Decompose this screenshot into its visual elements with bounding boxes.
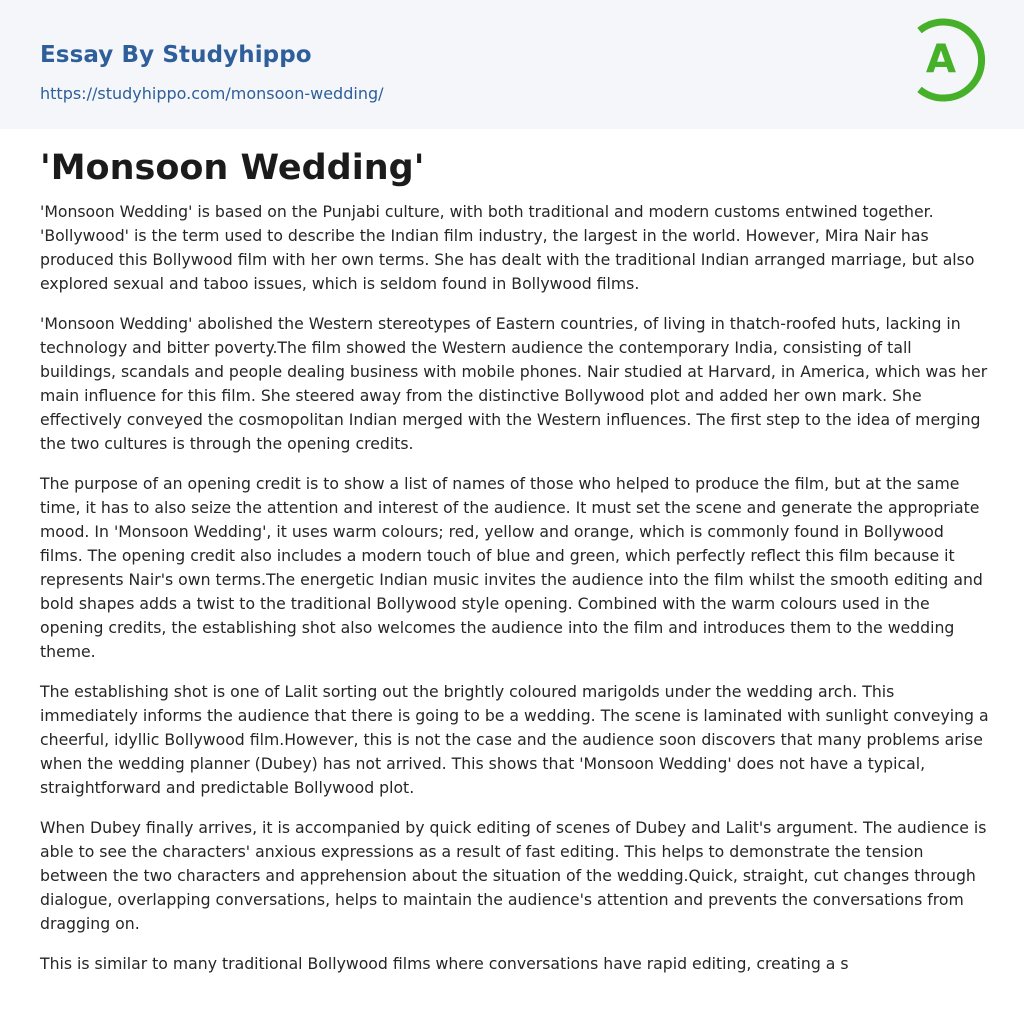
logo-letter: A — [925, 37, 957, 82]
essay-paragraph: The establishing shot is one of Lalit sorting out the brightly coloured marigolds under the wedding arch. This immediately informs the audience that there is going to be a wedding. The scene is laminated with sunlight conveying a cheerful, idyllic Bollywood film.However, this is not the case and the audience soon discovers that many problems arise when the wedding planner (Dubey) has not arrived. This shows that 'Monsoon Wedding' does not have a typical, straightforward and predictable Bollywood plot. — [40, 682, 989, 797]
site-header — [0, 0, 1024, 129]
essay-paragraph: 'Monsoon Wedding' abolished the Western stereotypes of Eastern countries, of living in thatch-roofed huts, lacking in technology and bitter poverty.The film showed the Western audience the contemporary India, consisting of tall buildings, scandals and people dealing business with mobile phones. Nair studied at Harvard, in America, which was her main influence for this film. She steered away from the distinctive Bollywood plot and added her own mark. She effectively conveyed the cosmopolitan Indian merged with the Western influences. The first step to the idea of merging the two cultures is through the opening credits. — [40, 314, 988, 453]
essay-content — [40, 143, 990, 992]
studyhippo-logo-icon[interactable] — [899, 18, 989, 108]
essay-paragraph: This is similar to many traditional Bollywood films where conversations have rapid editing, creating a s — [40, 954, 849, 973]
brand-title[interactable]: Essay By Studyhippo — [40, 42, 312, 68]
essay-paragraph: When Dubey finally arrives, it is accompanied by quick editing of scenes of Dubey and Lalit's argument. The audience is able to see the characters' anxious expressions as a result of fast editing. This helps to demonstrate the tension between the two characters and apprehension about the situation of the wedding.Quick, straight, cut changes through dialogue, overlapping conversations, helps to maintain the audience's attention and prevents the conversations from dragging on. — [40, 818, 987, 933]
essay-paragraph: The purpose of an opening credit is to show a list of names of those who helped to produce the film, but at the same time, it has to also seize the attention and interest of the audience. It must set the scene and generate the appropriate mood. In 'Monsoon Wedding', it uses warm colours; red, yellow and orange, which is commonly found in Bollywood films. The opening credit also includes a modern touch of blue and green, which perfectly reflect this film because it represents Nair's own terms.The energetic Indian music invites the audience into the film whilst the smooth editing and bold shapes adds a twist to the traditional Bollywood style opening. Combined with the warm colours used in the opening credits, the establishing shot also welcomes the audience into the film and introduces them to the wedding theme. — [40, 474, 983, 661]
essay-paragraph: 'Monsoon Wedding' is based on the Punjabi culture, with both traditional and modern customs entwined together. 'Bollywood' is the term used to describe the Indian film industry, the largest in the world. However, Mira Nair has produced this Bollywood film with her own terms. She has dealt with the traditional Indian arranged marriage, but also explored sexual and taboo issues, which is seldom found in Bollywood films. — [40, 202, 975, 293]
page-url-link[interactable]: https://studyhippo.com/monsoon-wedding/ — [40, 84, 384, 103]
essay-title: 'Monsoon Wedding' — [40, 148, 425, 188]
